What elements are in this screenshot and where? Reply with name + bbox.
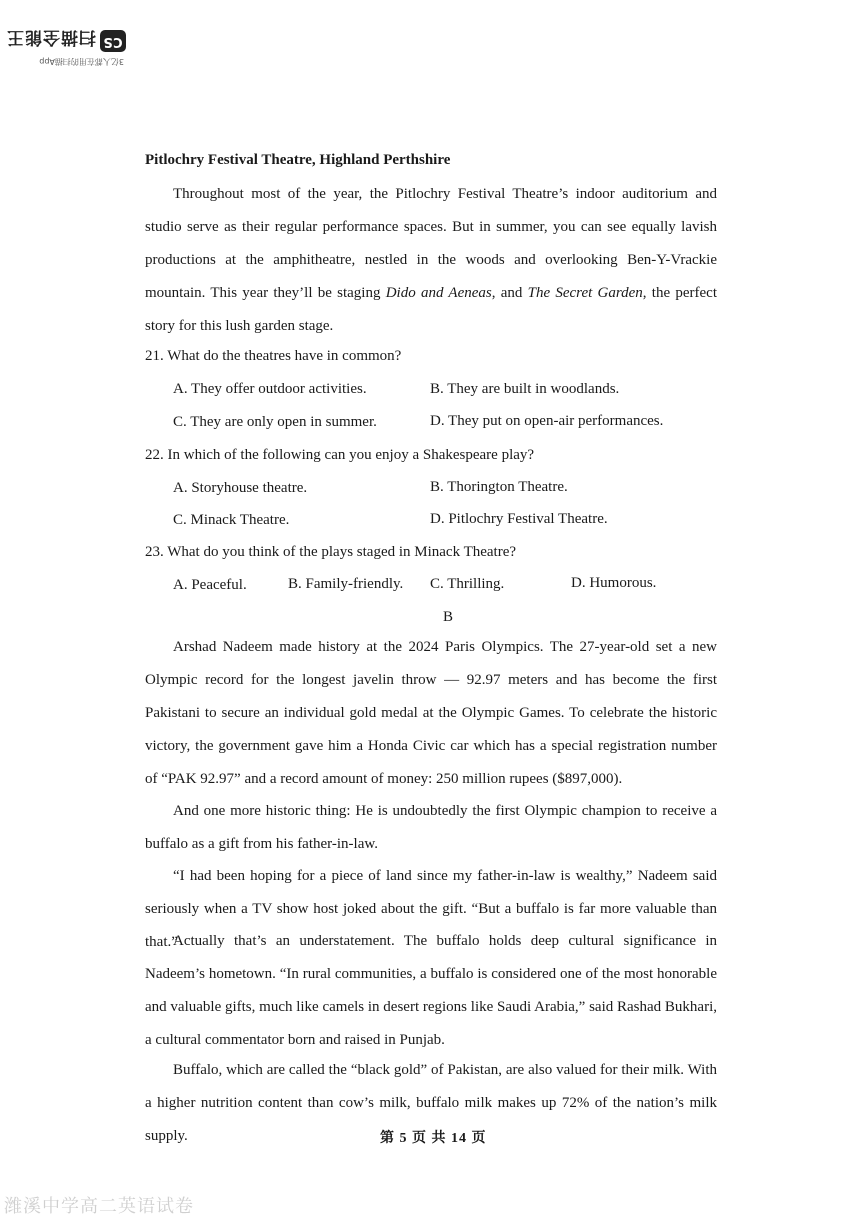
section-b-paragraph-5: Buffalo, which are called the “black gold” of Pakistan, are also valued for their milk. With a higher nutrition content than cow’s milk, buffalo milk makes up 72% of the nation’s milk supply. [145, 1062, 717, 1144]
section-b-paragraph-1: Arshad Nadeem made history at the 2024 Paris Olympics. The 27-year-old set a new Olympic record for the longest javelin throw — 92.97 meters and has become the first Pakistani to secure an individual gold medal at the Olympic Games. To celebrate the historic victory, the government gave him a Honda Civic car which has a special registration number of “PAK 92.97” and a record amount of money: 250 million rupees ($897,000). [145, 639, 717, 787]
section-b-label: B [443, 609, 454, 625]
cs-badge-icon: CS [100, 30, 126, 52]
option-22d[interactable]: D. Pitlochry Festival Theatre. [430, 511, 608, 527]
option-22c[interactable]: C. Minack Theatre. [173, 512, 290, 528]
section-b-paragraph-3: “I had been hoping for a piece of land since my father-in-law is wealthy,” Nadeem said seriously when a TV show host joked about the gift. “But a buffalo is far more valuable than that.” [145, 868, 717, 950]
page-number: 第 5 页 共 14 页 [380, 1131, 487, 1146]
passage-heading: Pitlochry Festival Theatre, Highland Perthshire [145, 152, 451, 168]
option-23b[interactable]: B. Family-friendly. [288, 576, 404, 592]
option-21a[interactable]: A. They offer outdoor activities. [173, 381, 367, 397]
play-title: Dido and Aeneas [385, 285, 492, 301]
option-23c[interactable]: C. Thrilling. [430, 576, 505, 592]
paragraph-text: , the perfect story for this lush garden stage. [145, 285, 717, 334]
option-22a[interactable]: A. Storyhouse theatre. [173, 480, 308, 496]
question-22: 22. In which of the following can you enjoy a Shakespeare play? [145, 447, 535, 463]
option-21b[interactable]: B. They are built in woodlands. [430, 381, 620, 397]
scanner-brand: 扫描全能王 [6, 27, 96, 47]
scanner-tagline: 3亿人都在用的扫描App [39, 57, 124, 66]
paragraph-text: , and [491, 285, 528, 301]
passage-a-paragraph [145, 178, 717, 343]
option-21d[interactable]: D. They put on open-air performances. [430, 413, 664, 429]
question-21: 21. What do the theatres have in common? [145, 348, 402, 364]
watermark: 潍溪中学高二英语试卷 [4, 1196, 194, 1217]
option-23a[interactable]: A. Peaceful. [173, 577, 247, 593]
section-b-paragraph-4: Actually that’s an understatement. The buffalo holds deep cultural significance in Nadeem’s hometown. “In rural communities, a buffalo is considered one of the most honorable and valuable gifts, much like camels in desert regions like Saudi Arabia,” said Rashad Bukhari, a cultural commentator born and raised in Punjab. [145, 933, 717, 1048]
option-22b[interactable]: B. Thorington Theatre. [430, 479, 568, 495]
scanner-logo [6, 25, 126, 66]
question-23: 23. What do you think of the plays staged in Minack Theatre? [145, 544, 517, 560]
option-21c[interactable]: C. They are only open in summer. [173, 414, 377, 430]
paragraph-text: Throughout most of the year, the Pitlochry Festival Theatre’s indoor auditorium and studio serve as their regular performance spaces. But in summer, you can see equally lavish productions at the amphitheatre, nestled in the woods and overlooking Ben-Y-Vrackie mountain. This year they’ll be staging [145, 186, 717, 301]
section-b-paragraph-2: And one more historic thing: He is undoubtedly the first Olympic champion to receive a buffalo as a gift from his father-in-law. [145, 803, 717, 852]
play-title: The Secret Garden [527, 285, 643, 301]
option-23d[interactable]: D. Humorous. [571, 575, 657, 591]
